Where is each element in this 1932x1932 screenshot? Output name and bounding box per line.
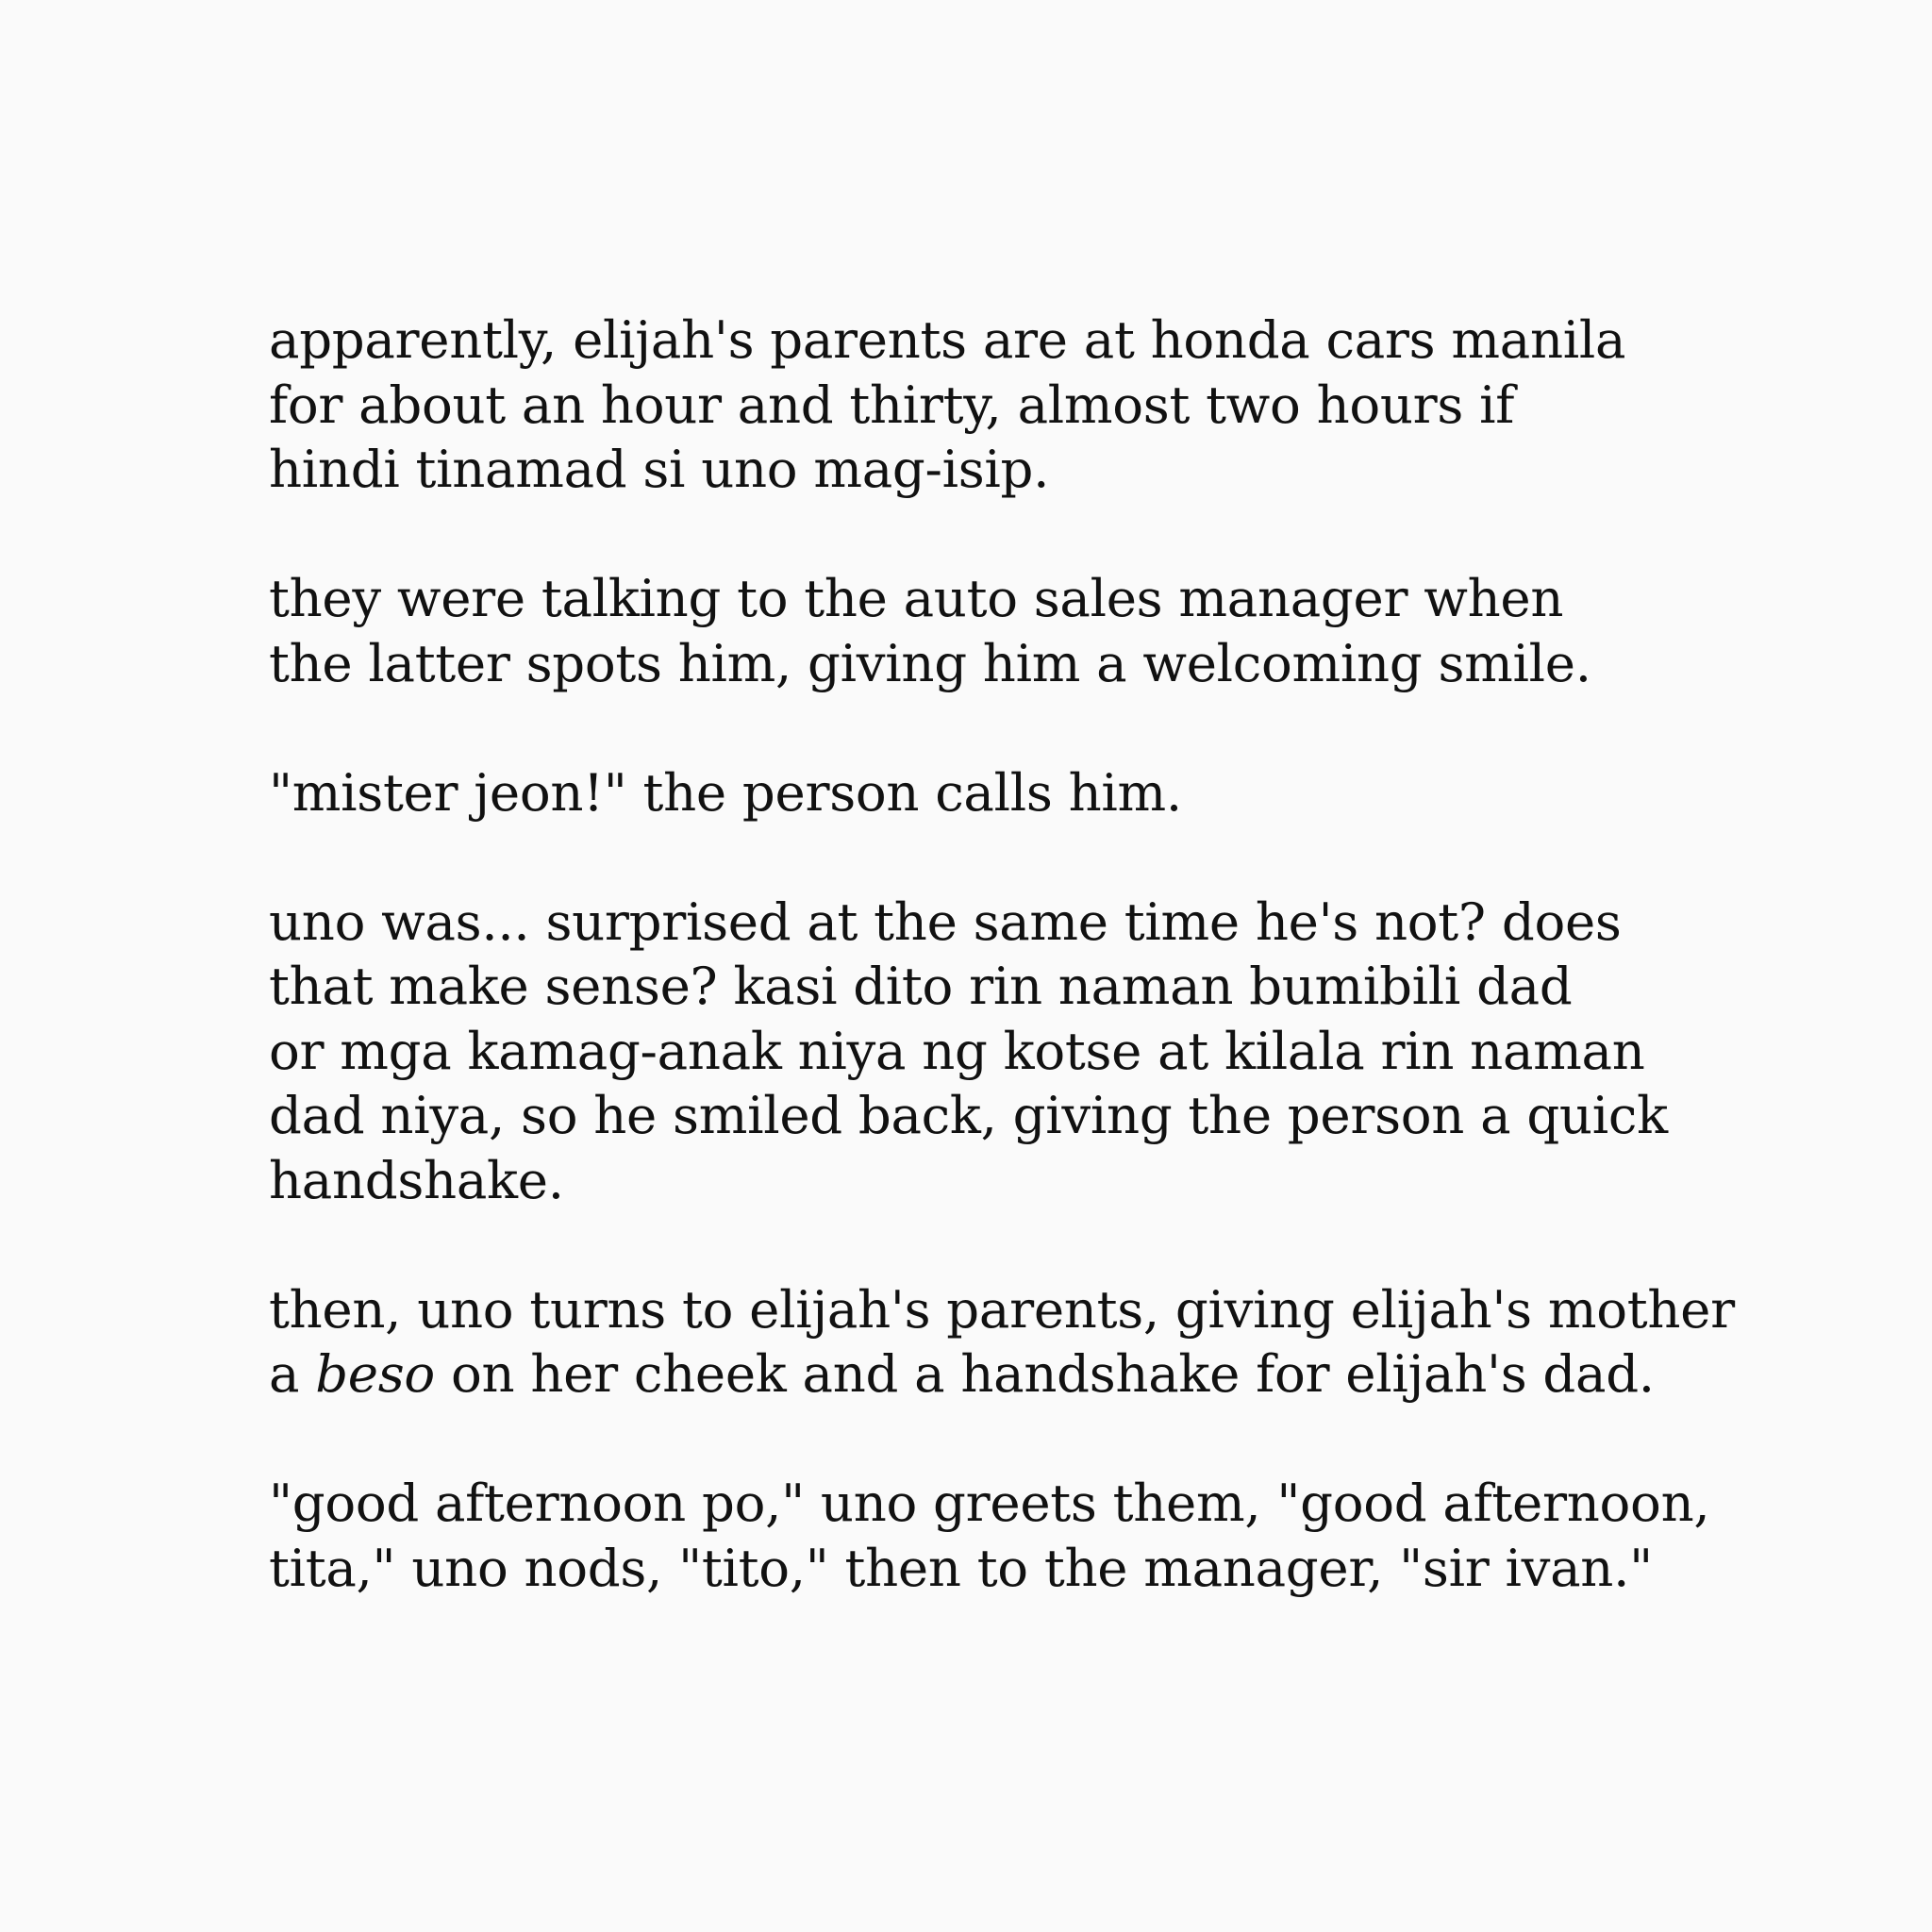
text-line: hindi tinamad si uno mag-isip. bbox=[269, 439, 1050, 499]
text-line: "good afternoon po," uno greets them, "good afternoon, bbox=[269, 1473, 1710, 1533]
text-line: apparently, elijah's parents are at honda cars manila bbox=[269, 309, 1626, 370]
text-line: tita," uno nods, "tito," then to the manager, "sir ivan." bbox=[269, 1537, 1653, 1598]
text-line: the latter spots him, giving him a welcoming smile. bbox=[269, 632, 1591, 693]
text-line: uno was... surprised at the same time he's not? does bbox=[269, 891, 1622, 952]
text-line: that make sense? kasi dito rin naman bumibili dad bbox=[269, 956, 1573, 1016]
text-fragment: a bbox=[269, 1343, 316, 1404]
text-line: dad niya, so he smiled back, giving the person a quick bbox=[269, 1085, 1668, 1145]
text-line: or mga kamag-anak niya ng kotse at kilala rin naman bbox=[269, 1020, 1645, 1081]
text-line: then, uno turns to elijah's parents, giving elijah's mother bbox=[269, 1278, 1735, 1340]
paragraph-6 bbox=[269, 1471, 1873, 1600]
text-line: for about an hour and thirty, almost two hours if bbox=[269, 374, 1515, 435]
text-line: "mister jeon!" the person calls him. bbox=[269, 761, 1182, 823]
story-text bbox=[269, 308, 1873, 1665]
text-line: they were talking to the auto sales manager when bbox=[269, 568, 1564, 628]
text-line: handshake. bbox=[269, 1149, 564, 1210]
paragraph-5 bbox=[269, 1277, 1873, 1407]
text-fragment: on her cheek and a handshake for elijah's dad. bbox=[434, 1343, 1655, 1404]
paragraph-1 bbox=[269, 308, 1873, 502]
paragraph-2 bbox=[269, 566, 1873, 695]
paragraph-4 bbox=[269, 890, 1873, 1213]
paragraph-3 bbox=[269, 760, 1873, 825]
text-line-with-italic bbox=[269, 1341, 1873, 1407]
italic-word: beso bbox=[315, 1343, 435, 1404]
